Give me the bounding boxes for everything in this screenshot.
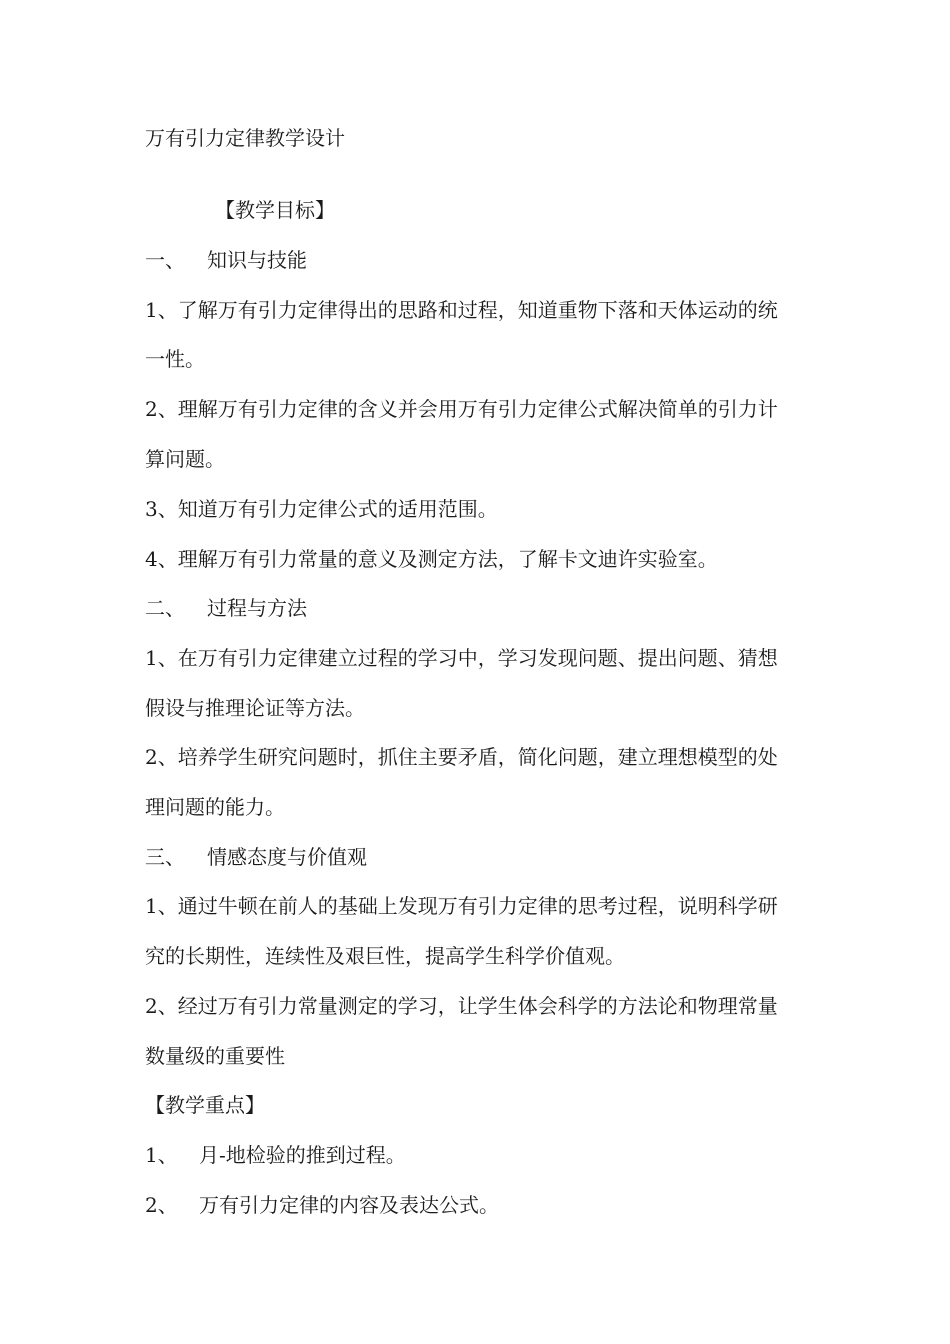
key-point-number: 2、 (145, 1193, 178, 1217)
paragraph-line: 理问题的能力。 (145, 795, 285, 819)
paragraph-line: 一性。 (145, 347, 205, 371)
section-title: 情感态度与价值观 (207, 845, 367, 869)
section-heading-process (145, 596, 307, 620)
paragraph-line: 假设与推理论证等方法。 (145, 696, 365, 720)
document-title: 万有引力定律教学设计 (145, 126, 345, 150)
section-title: 过程与方法 (207, 596, 307, 620)
section-heading-values (145, 845, 367, 869)
paragraph-line: 数量级的重要性 (145, 1044, 285, 1068)
objectives-heading: 【教学目标】 (215, 198, 335, 222)
key-point-number: 1、 (145, 1143, 178, 1167)
section-title: 知识与技能 (207, 248, 307, 272)
key-point-item (145, 1143, 406, 1167)
paragraph-line: 1、在万有引力定律建立过程的学习中，学习发现问题、提出问题、猜想 (145, 646, 778, 670)
paragraph-line: 1、通过牛顿在前人的基础上发现万有引力定律的思考过程，说明科学研 (145, 894, 778, 918)
key-point-text: 万有引力定律的内容及表达公式。 (199, 1193, 499, 1217)
paragraph-line: 究的长期性，连续性及艰巨性，提高学生科学价值观。 (145, 944, 625, 968)
section-number: 一、 (145, 248, 185, 272)
section-number: 三、 (145, 845, 185, 869)
paragraph-line: 2、理解万有引力定律的含义并会用万有引力定律公式解决简单的引力计 (145, 397, 778, 421)
key-points-heading: 【教学重点】 (145, 1093, 265, 1117)
paragraph-line: 4、理解万有引力常量的意义及测定方法，了解卡文迪许实验室。 (145, 547, 718, 571)
key-point-text: 月-地检验的推到过程。 (199, 1143, 406, 1167)
paragraph-line: 1、了解万有引力定律得出的思路和过程，知道重物下落和天体运动的统 (145, 298, 778, 322)
paragraph-line: 3、知道万有引力定律公式的适用范围。 (145, 497, 498, 521)
paragraph-line: 2、经过万有引力常量测定的学习，让学生体会科学的方法论和物理常量 (145, 994, 778, 1018)
section-number: 二、 (145, 596, 185, 620)
paragraph-line: 2、培养学生研究问题时，抓住主要矛盾，简化问题，建立理想模型的处 (145, 745, 778, 769)
paragraph-line: 算问题。 (145, 447, 225, 471)
key-point-item (145, 1193, 499, 1217)
section-heading-knowledge (145, 248, 307, 272)
